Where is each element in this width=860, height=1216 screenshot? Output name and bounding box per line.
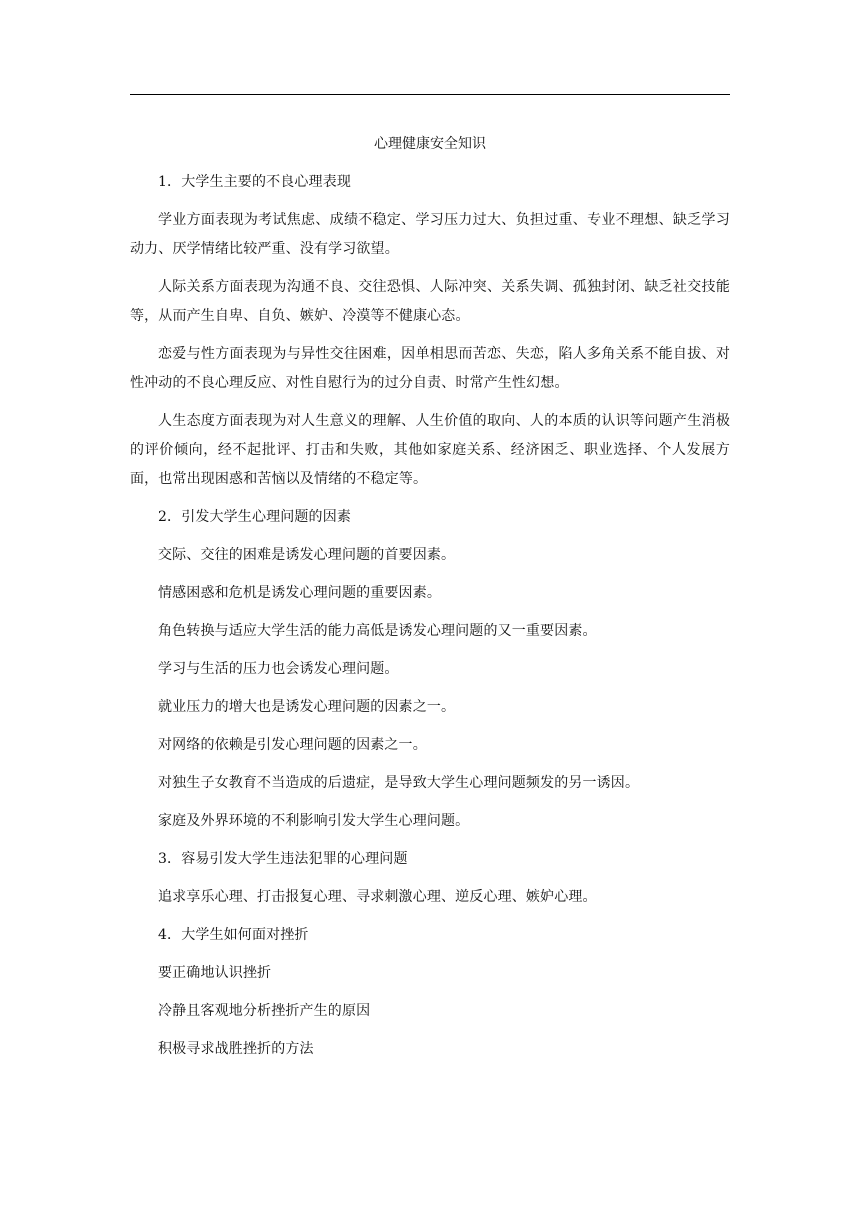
paragraph: 就业压力的增大也是诱发心理问题的因素之一。 xyxy=(158,699,456,715)
paragraph: 对独生子女教育不当造成的后遗症，是导致大学生心理问题频发的另一诱因。 xyxy=(158,775,640,791)
document-title: 心理健康安全知识 xyxy=(374,136,486,152)
section-heading-2: 2．引发大学生心理问题的因素 xyxy=(158,509,352,525)
section-heading-3: 3．容易引发大学生违法犯罪的心理问题 xyxy=(158,851,408,867)
paragraph: 追求享乐心理、打击报复心理、寻求刺激心理、逆反心理、嫉妒心理。 xyxy=(158,889,597,905)
document-page xyxy=(130,0,730,1216)
section-heading-4: 4．大学生如何面对挫折 xyxy=(158,927,309,943)
paragraph: 角色转换与适应大学生活的能力高低是诱发心理问题的又一重要因素。 xyxy=(158,623,597,639)
header-rule xyxy=(130,94,730,95)
paragraph: 恋爱与性方面表现为与异性交往困难，因单相思而苦恋、失恋，陷人多角关系不能自拔、对性冲动的不良心理反应、对性自慰行为的过分自责、时常产生性幻想。 xyxy=(130,346,730,391)
paragraph: 人生态度方面表现为对人生意义的理解、人生价值的取向、人的本质的认识等问题产生消极的评价倾向，经不起批评、打击和失败，其他如家庭关系、经济困乏、职业选择、个人发展方面，也常出现困惑和苦恼以及情绪的不稳定等。 xyxy=(130,413,730,487)
paragraph: 人际关系方面表现为沟通不良、交往恐惧、人际冲突、关系失调、孤独封闭、缺乏社交技能等，从而产生自卑、自负、嫉妒、冷漠等不健康心态。 xyxy=(130,279,730,324)
section-heading-1: 1．大学生主要的不良心理表现 xyxy=(158,174,352,190)
paragraph: 学业方面表现为考试焦虑、成绩不稳定、学习压力过大、负担过重、专业不理想、缺乏学习动力、厌学情绪比较严重、没有学习欲望。 xyxy=(130,212,730,257)
paragraph: 情感困惑和危机是诱发心理问题的重要因素。 xyxy=(158,585,441,601)
paragraph: 学习与生活的压力也会诱发心理问题。 xyxy=(158,661,399,677)
paragraph: 积极寻求战胜挫折的方法 xyxy=(158,1041,314,1057)
document-body xyxy=(130,130,730,1073)
paragraph: 交际、交往的困难是诱发心理问题的首要因素。 xyxy=(158,547,456,563)
paragraph: 家庭及外界环境的不利影响引发大学生心理问题。 xyxy=(158,813,470,829)
paragraph: 冷静且客观地分析挫折产生的原因 xyxy=(158,1003,371,1019)
paragraph: 对网络的依赖是引发心理问题的因素之一。 xyxy=(158,737,427,753)
paragraph: 要正确地认识挫折 xyxy=(158,965,272,981)
